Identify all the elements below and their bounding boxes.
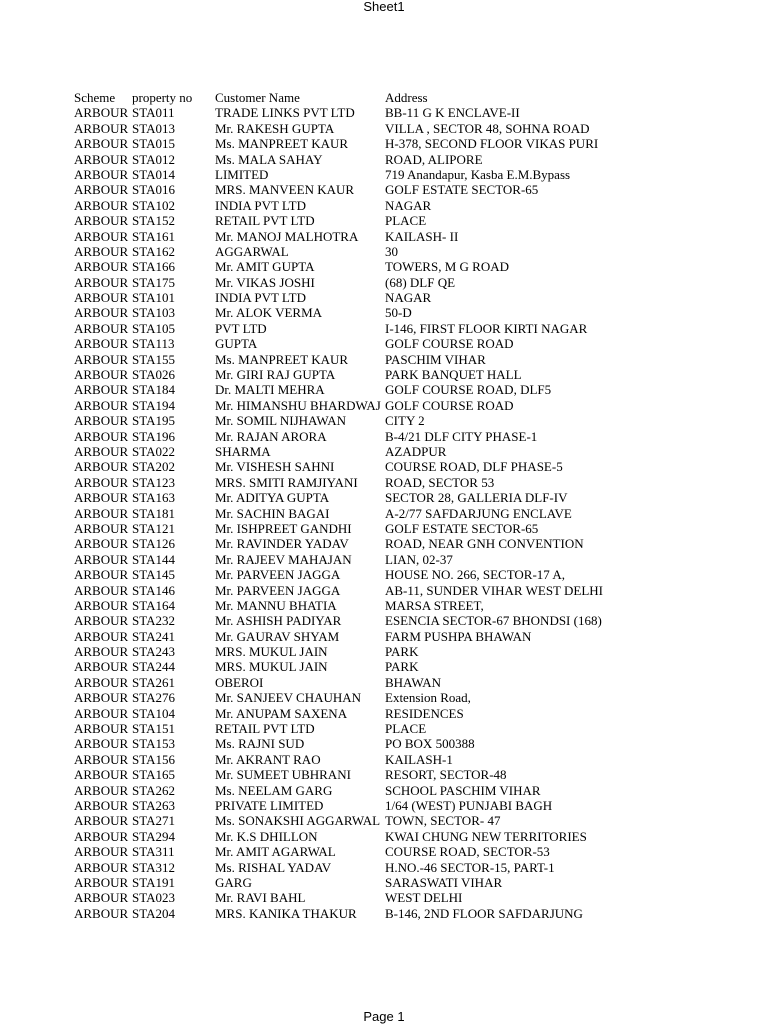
cell-address: VILLA , SECTOR 48, SOHNA ROAD (385, 120, 590, 136)
cell-address: A-2/77 SAFDARJUNG ENCLAVE (385, 505, 572, 521)
table-row (74, 721, 685, 736)
cell-customer-name: Mr. RAVINDER YADAV (215, 536, 349, 552)
cell-property-no: STA244 (132, 659, 176, 675)
cell-customer-name: Ms. MANPREET KAUR (215, 351, 349, 367)
table-row (74, 167, 685, 182)
cell-scheme: ARBOUR (74, 474, 129, 490)
table-row (74, 813, 685, 828)
cell-scheme: ARBOUR (74, 874, 129, 890)
cell-scheme: ARBOUR (74, 597, 129, 613)
cell-address: 1/64 (WEST) PUNJABI BAGH (385, 797, 553, 813)
cell-customer-name: Mr. MANNU BHATIA (215, 597, 337, 613)
table-row (74, 336, 685, 351)
cell-address: I-146, FIRST FLOOR KIRTI NAGAR (385, 320, 588, 336)
cell-scheme: ARBOUR (74, 520, 129, 536)
cell-address: BB-11 G K ENCLAVE-II (385, 105, 520, 121)
cell-scheme: ARBOUR (74, 505, 129, 521)
table-row (74, 644, 685, 659)
cell-property-no: STA015 (132, 136, 176, 152)
cell-customer-name: TRADE LINKS PVT LTD (215, 105, 355, 121)
cell-property-no: STA026 (132, 367, 176, 383)
column-header-address: Address (385, 90, 428, 105)
cell-scheme: ARBOUR (74, 443, 129, 459)
cell-scheme: ARBOUR (74, 797, 129, 813)
cell-scheme: ARBOUR (74, 151, 129, 167)
cell-scheme: ARBOUR (74, 767, 129, 783)
cell-scheme: ARBOUR (74, 690, 129, 706)
column-header-customer-name: Customer Name (215, 90, 300, 105)
table-row (74, 736, 685, 751)
cell-property-no: STA103 (132, 305, 176, 321)
cell-customer-name: Ms. MANPREET KAUR (215, 136, 349, 152)
table-row (74, 259, 685, 274)
cell-customer-name: Dr. MALTI MEHRA (215, 382, 325, 398)
cell-customer-name: Mr. RAJEEV MAHAJAN (215, 551, 352, 567)
table-row (74, 613, 685, 628)
cell-customer-name: Ms. SONAKSHI AGGARWAL (215, 813, 381, 829)
cell-property-no: STA195 (132, 413, 176, 429)
cell-scheme: ARBOUR (74, 105, 129, 121)
table-row (74, 198, 685, 213)
cell-customer-name: Mr. PARVEEN JAGGA (215, 567, 341, 583)
table-row (74, 875, 685, 890)
cell-scheme: ARBOUR (74, 259, 129, 275)
cell-property-no: STA164 (132, 597, 176, 613)
cell-property-no: STA184 (132, 382, 176, 398)
cell-address: PLACE (385, 213, 427, 229)
column-header-property-no: property no (132, 90, 193, 105)
table-row (74, 860, 685, 875)
cell-scheme: ARBOUR (74, 182, 129, 198)
table-row (74, 798, 685, 813)
table-row (74, 429, 685, 444)
cell-property-no: STA162 (132, 243, 176, 259)
table-row (74, 182, 685, 197)
cell-property-no: STA194 (132, 397, 176, 413)
cell-property-no: STA013 (132, 120, 176, 136)
table-row (74, 367, 685, 382)
cell-property-no: STA102 (132, 197, 176, 213)
table-row (74, 844, 685, 859)
cell-customer-name: GARG (215, 874, 252, 890)
cell-address: GOLF ESTATE SECTOR-65 (385, 182, 539, 198)
cell-customer-name: Mr. VIKAS JOSHI (215, 274, 315, 290)
cell-property-no: STA204 (132, 905, 176, 921)
cell-customer-name: Mr. SUMEET UBHRANI (215, 767, 351, 783)
cell-customer-name: Mr. RAJAN ARORA (215, 428, 327, 444)
table-row (74, 521, 685, 536)
cell-customer-name: Mr. AKRANT RAO (215, 751, 321, 767)
cell-address: ROAD, NEAR GNH CONVENTION (385, 536, 584, 552)
cell-customer-name: Mr. ANUPAM SAXENA (215, 705, 348, 721)
table-row (74, 598, 685, 613)
cell-customer-name: Mr. HIMANSHU BHARDWAJ (215, 397, 381, 413)
cell-scheme: ARBOUR (74, 644, 129, 660)
cell-scheme: ARBOUR (74, 490, 129, 506)
cell-property-no: STA105 (132, 320, 176, 336)
cell-customer-name: Mr. ADITYA GUPTA (215, 490, 330, 506)
table-row (74, 567, 685, 582)
table-row (74, 305, 685, 320)
cell-scheme: ARBOUR (74, 890, 129, 906)
cell-customer-name: PVT LTD (215, 320, 267, 336)
cell-property-no: STA104 (132, 705, 176, 721)
cell-customer-name: Mr. ALOK VERMA (215, 305, 323, 321)
table-row (74, 659, 685, 674)
table-row (74, 475, 685, 490)
cell-address: PARK BANQUET HALL (385, 367, 522, 383)
cell-property-no: STA271 (132, 813, 176, 829)
table-body (74, 105, 685, 921)
cell-customer-name: MRS. MANVEEN KAUR (215, 182, 355, 198)
cell-property-no: STA181 (132, 505, 176, 521)
table-row (74, 783, 685, 798)
cell-address: KAILASH- II (385, 228, 459, 244)
cell-property-no: STA126 (132, 536, 176, 552)
cell-scheme: ARBOUR (74, 228, 129, 244)
cell-customer-name: Mr. MANOJ MALHOTRA (215, 228, 359, 244)
cell-scheme: ARBOUR (74, 721, 129, 737)
cell-address: PARK (385, 644, 419, 660)
cell-scheme: ARBOUR (74, 428, 129, 444)
cell-address: SECTOR 28, GALLERIA DLF-IV (385, 490, 568, 506)
cell-customer-name: MRS. KANIKA THAKUR (215, 905, 357, 921)
cell-customer-name: MRS. MUKUL JAIN (215, 659, 328, 675)
cell-address: TOWN, SECTOR- 47 (385, 813, 501, 829)
table-row (74, 136, 685, 151)
cell-scheme: ARBOUR (74, 274, 129, 290)
cell-address: GOLF COURSE ROAD, DLF5 (385, 382, 552, 398)
cell-property-no: STA155 (132, 351, 176, 367)
cell-property-no: STA123 (132, 474, 176, 490)
table-row (74, 352, 685, 367)
cell-scheme: ARBOUR (74, 305, 129, 321)
cell-customer-name: OBEROI (215, 674, 264, 690)
cell-address: KAILASH-1 (385, 751, 453, 767)
cell-property-no: STA165 (132, 767, 176, 783)
cell-address: AZADPUR (385, 443, 447, 459)
cell-address: PLACE (385, 721, 427, 737)
table-header-row (74, 90, 685, 105)
cell-customer-name: Mr. AMIT AGARWAL (215, 844, 336, 860)
cell-address: MARSA STREET, (385, 597, 484, 613)
cell-scheme: ARBOUR (74, 320, 129, 336)
cell-property-no: STA262 (132, 782, 176, 798)
cell-address: LIAN, 02-37 (385, 551, 453, 567)
cell-property-no: STA113 (132, 336, 175, 352)
cell-property-no: STA011 (132, 105, 175, 121)
cell-property-no: STA022 (132, 443, 176, 459)
cell-customer-name: INDIA PVT LTD (215, 290, 307, 306)
cell-address: WEST DELHI (385, 890, 463, 906)
cell-customer-name: Mr. GAURAV SHYAM (215, 628, 340, 644)
cell-customer-name: GUPTA (215, 336, 258, 352)
cell-customer-name: RETAIL PVT LTD (215, 213, 315, 229)
cell-property-no: STA191 (132, 874, 176, 890)
cell-customer-name: MRS. SMITI RAMJIYANI (215, 474, 358, 490)
table-row (74, 444, 685, 459)
cell-property-no: STA145 (132, 567, 176, 583)
cell-customer-name: AGGARWAL (215, 243, 289, 259)
cell-address: KWAI CHUNG NEW TERRITORIES (385, 828, 587, 844)
cell-scheme: ARBOUR (74, 536, 129, 552)
table-row (74, 690, 685, 705)
cell-scheme: ARBOUR (74, 813, 129, 829)
cell-address: B-146, 2ND FLOOR SAFDARJUNG (385, 905, 583, 921)
cell-property-no: STA121 (132, 520, 176, 536)
cell-address: ROAD, SECTOR 53 (385, 474, 495, 490)
cell-property-no: STA241 (132, 628, 176, 644)
cell-customer-name: Mr. RAKESH GUPTA (215, 120, 335, 136)
cell-property-no: STA012 (132, 151, 176, 167)
cell-address: COURSE ROAD, SECTOR-53 (385, 844, 550, 860)
cell-customer-name: Mr. VISHESH SAHNI (215, 459, 335, 475)
cell-property-no: STA276 (132, 690, 176, 706)
cell-customer-name: Mr. ISHPREET GANDHI (215, 520, 352, 536)
cell-scheme: ARBOUR (74, 136, 129, 152)
cell-property-no: STA196 (132, 428, 176, 444)
cell-address: BHAWAN (385, 674, 442, 690)
cell-customer-name: MRS. MUKUL JAIN (215, 644, 328, 660)
table-row (74, 321, 685, 336)
table-row (74, 275, 685, 290)
cell-scheme: ARBOUR (74, 736, 129, 752)
table-row (74, 706, 685, 721)
cell-address: 50-D (385, 305, 412, 321)
cell-property-no: STA156 (132, 751, 176, 767)
cell-address: RESIDENCES (385, 705, 464, 721)
cell-scheme: ARBOUR (74, 166, 129, 182)
cell-customer-name: LIMITED (215, 166, 269, 182)
cell-address: TOWERS, M G ROAD (385, 259, 509, 275)
cell-scheme: ARBOUR (74, 844, 129, 860)
cell-scheme: ARBOUR (74, 659, 129, 675)
cell-customer-name: Ms. RISHAL YADAV (215, 859, 332, 875)
cell-customer-name: Ms. NEELAM GARG (215, 782, 333, 798)
cell-scheme: ARBOUR (74, 197, 129, 213)
table-row (74, 152, 685, 167)
table-row (74, 105, 685, 120)
cell-customer-name: Mr. SANJEEV CHAUHAN (215, 690, 362, 706)
cell-scheme: ARBOUR (74, 782, 129, 798)
cell-address: FARM PUSHPA BHAWAN (385, 628, 532, 644)
cell-scheme: ARBOUR (74, 243, 129, 259)
cell-property-no: STA016 (132, 182, 176, 198)
cell-address: GOLF ESTATE SECTOR-65 (385, 520, 539, 536)
cell-property-no: STA263 (132, 797, 176, 813)
table-row (74, 413, 685, 428)
cell-property-no: STA163 (132, 490, 176, 506)
cell-address: ESENCIA SECTOR-67 BHONDSI (168) (385, 613, 602, 629)
cell-property-no: STA312 (132, 859, 176, 875)
cell-scheme: ARBOUR (74, 413, 129, 429)
cell-customer-name: Mr. AMIT GUPTA (215, 259, 315, 275)
cell-address: COURSE ROAD, DLF PHASE-5 (385, 459, 563, 475)
cell-customer-name: Mr. GIRI RAJ GUPTA (215, 367, 336, 383)
cell-property-no: STA243 (132, 644, 176, 660)
cell-property-no: STA175 (132, 274, 176, 290)
cell-customer-name: Mr. ASHISH PADIYAR (215, 613, 342, 629)
cell-address: RESORT, SECTOR-48 (385, 767, 507, 783)
cell-address: Extension Road, (385, 690, 471, 706)
cell-scheme: ARBOUR (74, 367, 129, 383)
cell-property-no: STA023 (132, 890, 176, 906)
cell-address: H.NO.-46 SECTOR-15, PART-1 (385, 859, 555, 875)
cell-scheme: ARBOUR (74, 336, 129, 352)
cell-property-no: STA161 (132, 228, 176, 244)
cell-property-no: STA144 (132, 551, 176, 567)
cell-customer-name: SHARMA (215, 443, 271, 459)
cell-property-no: STA101 (132, 290, 176, 306)
cell-address: 719 Anandapur, Kasba E.M.Bypass (385, 166, 571, 182)
cell-address: ROAD, ALIPORE (385, 151, 483, 167)
cell-address: GOLF COURSE ROAD (385, 397, 514, 413)
cell-scheme: ARBOUR (74, 859, 129, 875)
cell-scheme: ARBOUR (74, 674, 129, 690)
table-row (74, 398, 685, 413)
cell-scheme: ARBOUR (74, 351, 129, 367)
cell-property-no: STA311 (132, 844, 175, 860)
cell-customer-name: Mr. PARVEEN JAGGA (215, 582, 341, 598)
table-row (74, 213, 685, 228)
cell-property-no: STA146 (132, 582, 176, 598)
cell-property-no: STA202 (132, 459, 176, 475)
table-row (74, 583, 685, 598)
cell-property-no: STA151 (132, 721, 176, 737)
cell-scheme: ARBOUR (74, 628, 129, 644)
table-row (74, 290, 685, 305)
table-row (74, 506, 685, 521)
cell-property-no: STA232 (132, 613, 176, 629)
cell-customer-name: Ms. MALA SAHAY (215, 151, 323, 167)
table-row (74, 490, 685, 505)
cell-address: PO BOX 500388 (385, 736, 475, 752)
cell-customer-name: PRIVATE LIMITED (215, 797, 324, 813)
cell-address: 30 (385, 243, 398, 259)
table-row (74, 382, 685, 397)
cell-address: PARK (385, 659, 419, 675)
cell-scheme: ARBOUR (74, 382, 129, 398)
cell-scheme: ARBOUR (74, 582, 129, 598)
cell-property-no: STA166 (132, 259, 176, 275)
cell-address: AB-11, SUNDER VIHAR WEST DELHI (385, 582, 603, 598)
table-row (74, 767, 685, 782)
page-number: Page 1 (363, 1009, 405, 1024)
table-row (74, 244, 685, 259)
table-row (74, 906, 685, 921)
table-row (74, 752, 685, 767)
table-row (74, 121, 685, 136)
cell-customer-name: Ms. RAJNI SUD (215, 736, 305, 752)
sheet-title: Sheet1 (363, 0, 405, 14)
cell-customer-name: Mr. K.S DHILLON (215, 828, 318, 844)
table-row (74, 675, 685, 690)
cell-scheme: ARBOUR (74, 290, 129, 306)
cell-scheme: ARBOUR (74, 397, 129, 413)
cell-scheme: ARBOUR (74, 459, 129, 475)
cell-address: PASCHIM VIHAR (385, 351, 486, 367)
cell-address: GOLF COURSE ROAD (385, 336, 514, 352)
cell-customer-name: Mr. SACHIN BAGAI (215, 505, 330, 521)
column-header-scheme: Scheme (74, 90, 116, 105)
cell-customer-name: RETAIL PVT LTD (215, 721, 315, 737)
cell-address: SARASWATI VIHAR (385, 874, 503, 890)
cell-scheme: ARBOUR (74, 828, 129, 844)
cell-address: HOUSE NO. 266, SECTOR-17 A, (385, 567, 565, 583)
cell-address: B-4/21 DLF CITY PHASE-1 (385, 428, 538, 444)
table-row (74, 629, 685, 644)
cell-scheme: ARBOUR (74, 551, 129, 567)
cell-scheme: ARBOUR (74, 567, 129, 583)
cell-property-no: STA014 (132, 166, 176, 182)
table-row (74, 890, 685, 905)
table-row (74, 229, 685, 244)
cell-customer-name: Mr. SOMIL NIJHAWAN (215, 413, 347, 429)
cell-scheme: ARBOUR (74, 751, 129, 767)
table-row (74, 459, 685, 474)
customer-table (74, 90, 685, 921)
cell-scheme: ARBOUR (74, 613, 129, 629)
cell-property-no: STA152 (132, 213, 176, 229)
cell-address: H-378, SECOND FLOOR VIKAS PURI (385, 136, 599, 152)
cell-scheme: ARBOUR (74, 705, 129, 721)
cell-address: NAGAR (385, 197, 432, 213)
cell-customer-name: INDIA PVT LTD (215, 197, 307, 213)
cell-address: NAGAR (385, 290, 432, 306)
cell-property-no: STA153 (132, 736, 176, 752)
cell-scheme: ARBOUR (74, 905, 129, 921)
cell-address: SCHOOL PASCHIM VIHAR (385, 782, 541, 798)
cell-customer-name: Mr. RAVI BAHL (215, 890, 306, 906)
cell-scheme: ARBOUR (74, 213, 129, 229)
cell-property-no: STA294 (132, 828, 176, 844)
cell-address: (68) DLF QE (385, 274, 456, 290)
cell-property-no: STA261 (132, 674, 176, 690)
cell-scheme: ARBOUR (74, 120, 129, 136)
table-row (74, 536, 685, 551)
table-row (74, 552, 685, 567)
cell-address: CITY 2 (385, 413, 425, 429)
table-row (74, 829, 685, 844)
